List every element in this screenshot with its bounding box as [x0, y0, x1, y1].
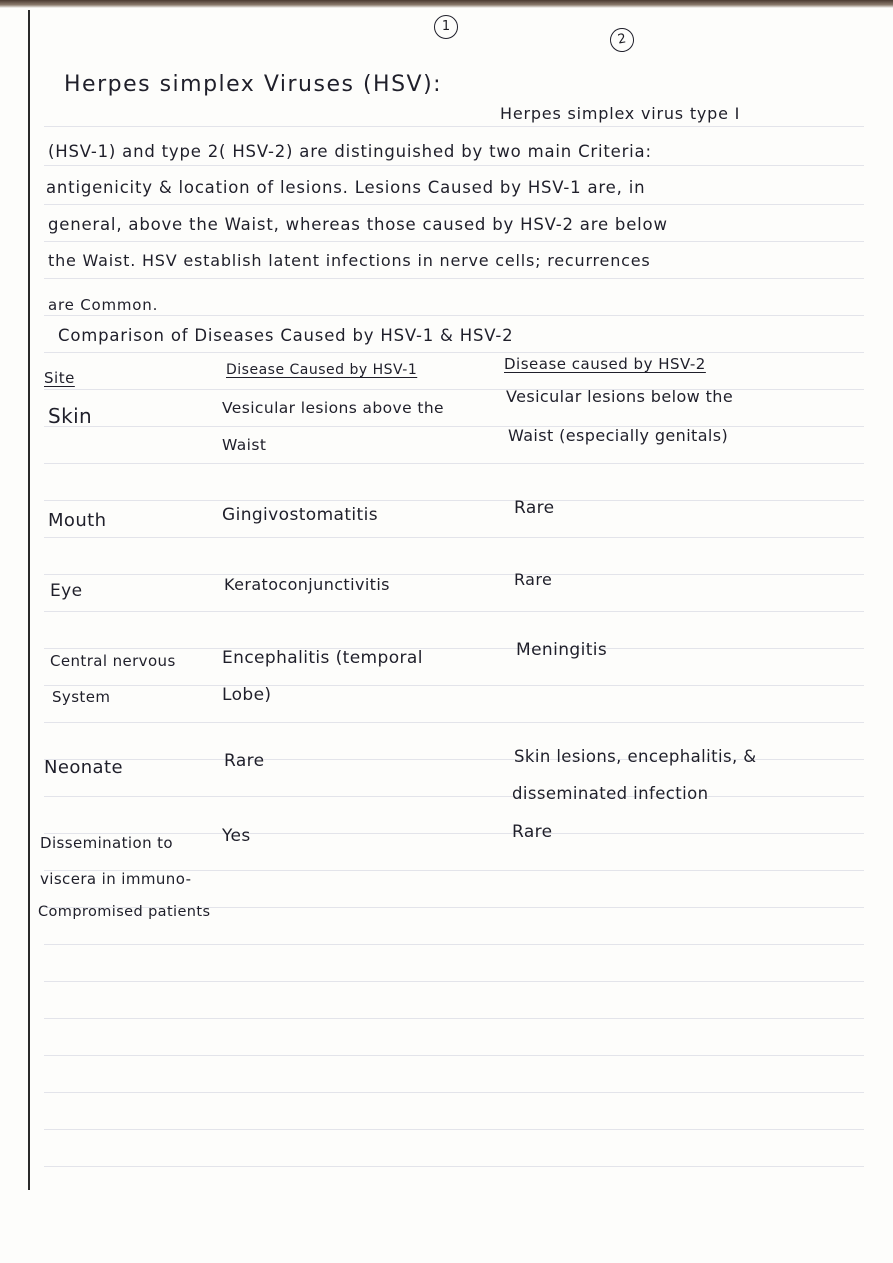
table-cell-site: Neonate: [44, 757, 123, 778]
table-cell-hsv2: Skin lesions, encephalitis, &: [514, 747, 757, 766]
table-cell-hsv1: Rare: [224, 751, 265, 771]
ruled-line: [44, 463, 864, 464]
ruled-line: [44, 204, 864, 205]
ruled-line: [44, 648, 864, 649]
table-cell-site: viscera in immuno-: [40, 870, 192, 888]
column-header-hsv1: Disease Caused by HSV-1: [226, 362, 418, 378]
ruled-line: [44, 278, 864, 279]
table-cell-hsv2: Rare: [512, 822, 553, 842]
paragraph-line: Herpes simplex virus type I: [500, 104, 741, 123]
table-cell-site: Central nervous: [50, 652, 176, 670]
paragraph-line: general, above the Waist, whereas those caused by HSV-2 are below: [48, 215, 668, 234]
ruled-line: [44, 165, 864, 166]
table-cell-hsv1: Vesicular lesions above the: [222, 399, 444, 417]
table-title: Comparison of Diseases Caused by HSV-1 & HSV-2: [58, 326, 514, 345]
ruled-line: [44, 574, 864, 575]
ruled-line: [44, 1129, 864, 1130]
table-cell-site: Skin: [48, 404, 93, 428]
column-header-site: Site: [44, 369, 75, 387]
ruled-line: [44, 1092, 864, 1093]
table-cell-hsv1: Lobe): [222, 685, 272, 705]
ruled-line: [44, 1055, 864, 1056]
table-cell-hsv1: Gingivostomatitis: [222, 505, 378, 525]
ruled-line: [44, 315, 864, 316]
paragraph-line: (HSV-1) and type 2( HSV-2) are distinguished by two main Criteria:: [48, 142, 652, 161]
table-cell-hsv2: disseminated infection: [512, 784, 709, 803]
table-cell-hsv2: Rare: [514, 498, 555, 518]
table-cell-hsv2: Meningitis: [516, 640, 608, 660]
ruled-line: [44, 500, 864, 501]
ruled-line: [44, 352, 864, 353]
table-cell-hsv1: Encephalitis (temporal: [222, 648, 423, 668]
ruled-line: [44, 611, 864, 612]
paragraph-line: antigenicity & location of lesions. Lesions Caused by HSV-1 are, in: [46, 178, 646, 197]
ruled-line: [44, 1018, 864, 1019]
table-cell-site: Mouth: [48, 510, 107, 531]
table-cell-site: Eye: [50, 581, 83, 601]
page-number-2: 2: [608, 26, 636, 54]
ruled-line: [44, 944, 864, 945]
column-header-hsv2: Disease caused by HSV-2: [504, 355, 706, 373]
ruled-line: [44, 1166, 864, 1167]
ruled-line: [44, 981, 864, 982]
ruled-line: [44, 126, 864, 127]
table-cell-site: System: [52, 688, 111, 706]
table-cell-site: Compromised patients: [38, 904, 211, 920]
table-cell-site: Dissemination to: [40, 834, 174, 852]
ruled-line: [44, 426, 864, 427]
paragraph-line: the Waist. HSV establish latent infections in nerve cells; recurrences: [48, 251, 651, 270]
page-top-edge: [0, 0, 893, 8]
ruled-line: [44, 241, 864, 242]
page-title: Herpes simplex Viruses (HSV):: [64, 72, 443, 97]
table-cell-hsv2: Waist (especially genitals): [508, 426, 729, 445]
margin-line: [28, 10, 30, 1190]
paragraph-line: are Common.: [48, 296, 159, 314]
table-cell-hsv2: Rare: [514, 570, 553, 589]
page-number-1: 1: [434, 15, 458, 39]
ruled-line: [44, 389, 864, 390]
table-cell-hsv1: Waist: [222, 436, 267, 454]
ruled-line: [44, 796, 864, 797]
ruled-line: [44, 537, 864, 538]
table-cell-hsv1: Keratoconjunctivitis: [224, 575, 390, 594]
ruled-line: [44, 685, 864, 686]
table-cell-hsv1: Yes: [222, 826, 251, 846]
ruled-line: [44, 722, 864, 723]
table-cell-hsv2: Vesicular lesions below the: [506, 387, 734, 406]
